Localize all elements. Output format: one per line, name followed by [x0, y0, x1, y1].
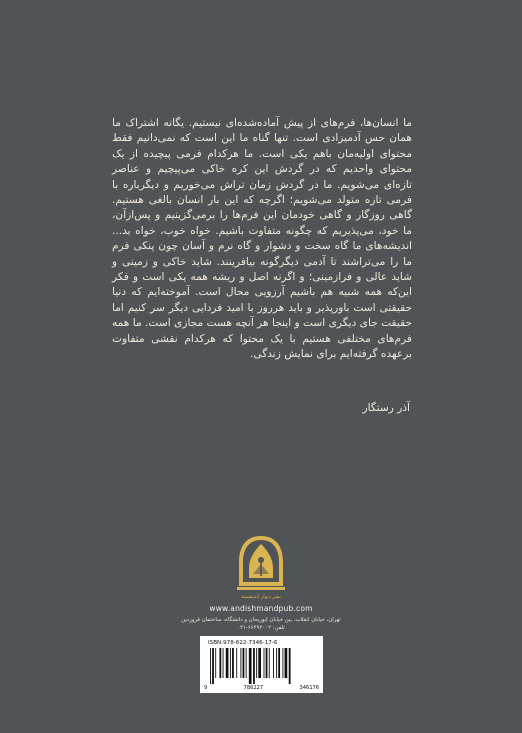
author-signature: آذر رستگار: [362, 402, 410, 414]
barcode-bar: [243, 648, 245, 678]
barcode-bar: [285, 648, 288, 678]
barcode-bar: [240, 648, 241, 678]
barcode-bar: [266, 648, 268, 678]
barcode-icon: [210, 648, 315, 684]
address-line: تهران، خیابان انقلاب، بین خیابان ابوریحان و دانشگاه، ساختمان فروردین: [181, 617, 341, 623]
barcode-digits: [204, 685, 319, 691]
publisher-address: [0, 617, 522, 632]
barcode-bar: [273, 648, 274, 678]
barcode-digit-mid: 786227: [243, 685, 264, 691]
barcode-bar: [249, 648, 252, 684]
barcode-bar: [236, 648, 237, 678]
barcode-bar: [278, 648, 280, 678]
barcode-bar: [256, 648, 257, 678]
barcode-bar: [253, 648, 255, 684]
isbn-label: ISBN:978-622-7346-17-6: [208, 640, 278, 646]
publisher-logo: [233, 534, 289, 590]
publisher-website[interactable]: www.andishmandpub.com: [209, 604, 313, 613]
barcode-bar: [282, 648, 283, 678]
barcode-bar: [258, 648, 261, 678]
isbn-barcode-block: [200, 636, 323, 693]
barcode-bar: [219, 648, 221, 678]
logo-caption: نشر دیوار اندیشمند: [240, 594, 282, 600]
barcode-bar: [230, 648, 231, 678]
barcode-bar: [232, 648, 234, 678]
barcode-bar: [215, 648, 216, 678]
barcode-bar: [264, 648, 265, 678]
barcode-digit-left: 9: [204, 685, 208, 691]
barcode-bar: [226, 648, 229, 678]
barcode-bar: [212, 648, 214, 684]
barcode-bar: [210, 648, 211, 684]
blurb-text: [112, 116, 412, 363]
barcode-bar: [289, 648, 291, 684]
pen-nib-logo-icon: [233, 534, 289, 592]
barcode-bar: [269, 648, 270, 678]
barcode-digit-right: 346176: [299, 685, 319, 691]
barcode-bar: [223, 648, 224, 678]
barcode-bar: [246, 648, 247, 678]
phone-line: تلفن: ۶۶۴۹۲۰۰۲-۰۲۱: [237, 624, 285, 631]
barcode-bar: [276, 648, 277, 678]
blurb-paragraph: ما انسان‌ها، فرم‌های از پیش آماده‌شده‌ای نیستیم. یگانه اشتراک ما همان حس آدمیزادی است. تنها گناه ما این است که نمی‌دانیم فقط محتوای اولیه‌مان باهم یکی است. ما هرکدام فرمی پیچیده از یک محتوای واحدیم که در گردش این کره خاکی می‌پیچیم و عناصر تازه‌ای می‌شویم. ما در گردش زمان تراش می‌خوریم و دیگرباره با فرمی تازه متولد می‌شویم؛ اگرچه که این بار انسان بالغی هستیم. گاهی روزگار و گاهی خودمان این فرم‌ها را برمی‌گزینیم و پس‌ازآن، ما خود، می‌پذیریم که چگونه متفاوت باشیم. خواه خوب، خواه بد... اندیشه‌های ما گاه سخت و دشوار و گاه نرم و آسان چون پنکی فرم ما را می‌تراشند تا آدمی دیگرگونه بیافرینند. شاید خاکی و زمینی و شاید عالی و فرازمینی؛ و اگرنه اصل و ریشه همه یکی است و فکر این‌که همه شبیه هم باشیم آرزویی محال است. آموخته‌ایم که دنیا حقیقتی است باورپذیر و باید هرروز با امید فردایی دیگر سر کنیم اما حقیقت جای دیگری است و اینجا هر آنچه هست مجازی است. ما همه فرم‌های مختلفی هستیم با یک محتوا که هرکدام نقشی متفاوت برعهده گرفته‌ایم برای نمایش زندگی.: [112, 117, 412, 361]
